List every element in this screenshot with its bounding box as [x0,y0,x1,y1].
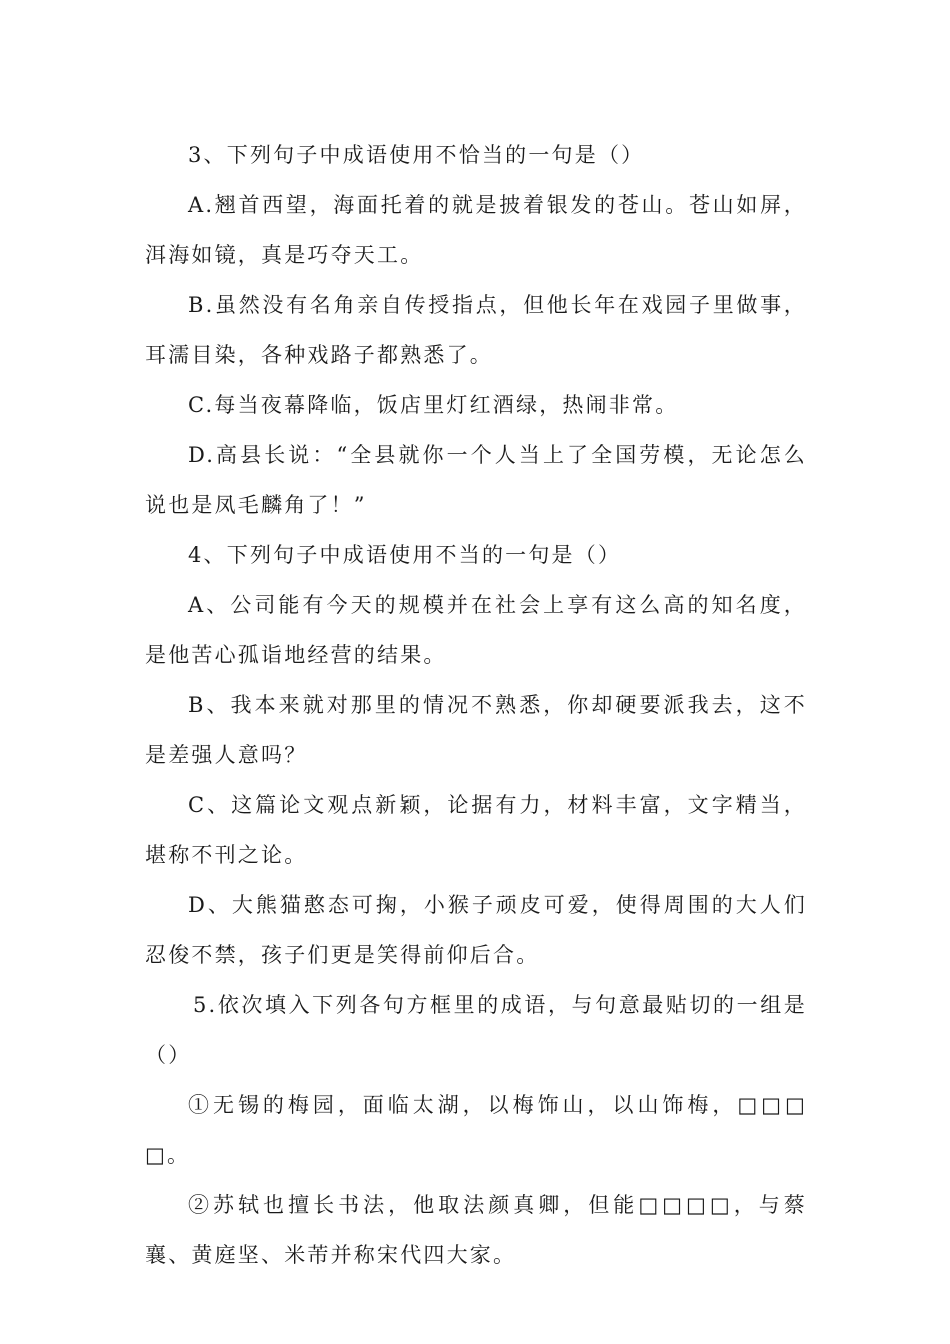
question-3-option-d: D.高县长说：“全县就你一个人当上了全国劳模，无论怎么说也是凤毛麟角了！” [145,443,807,517]
question-4-option-b: B、我本来就对那里的情况不熟悉，你却硬要派我去，这不是差强人意吗？ [145,693,807,767]
question-5-sentence-1: ①无锡的梅园，面临太湖，以梅饰山，以山饰梅，□□□□。 [145,1093,807,1167]
question-4-option-d: D、大熊猫憨态可掬，小猴子顽皮可爱，使得周围的大人们忍俊不禁，孩子们更是笑得前仰后合。 [145,893,807,967]
question-4-option-a: A、公司能有今天的规模并在社会上享有这么高的知名度，是他苦心孤诣地经营的结果。 [145,593,807,667]
question-3-stem: 3、下列句子中成语使用不恰当的一句是（） [188,143,645,167]
question-3-option-a: A.翘首西望，海面托着的就是披着银发的苍山。苍山如屏，洱海如镜，真是巧夺天工。 [145,193,807,267]
question-3-option-c: C.每当夜幕降临，饭店里灯红酒绿，热闹非常。 [188,393,679,417]
question-4-option-c: C、这篇论文观点新颖，论据有力，材料丰富，文字精当，堪称不刊之论。 [145,793,807,867]
question-3-option-b: B.虽然没有名角亲自传授指点，但他长年在戏园子里做事，耳濡目染，各种戏路子都熟悉了。 [145,293,807,367]
document-page [145,130,807,1280]
question-5-stem: 5.依次填入下列各句方框里的成语，与句意最贴切的一组是（） [145,993,807,1067]
question-5-sentence-2: ②苏轼也擅长书法，他取法颜真卿，但能□□□□，与蔡襄、黄庭坚、米芾并称宋代四大家。 [145,1193,807,1267]
question-4-stem: 4、下列句子中成语使用不当的一句是（） [188,543,622,567]
